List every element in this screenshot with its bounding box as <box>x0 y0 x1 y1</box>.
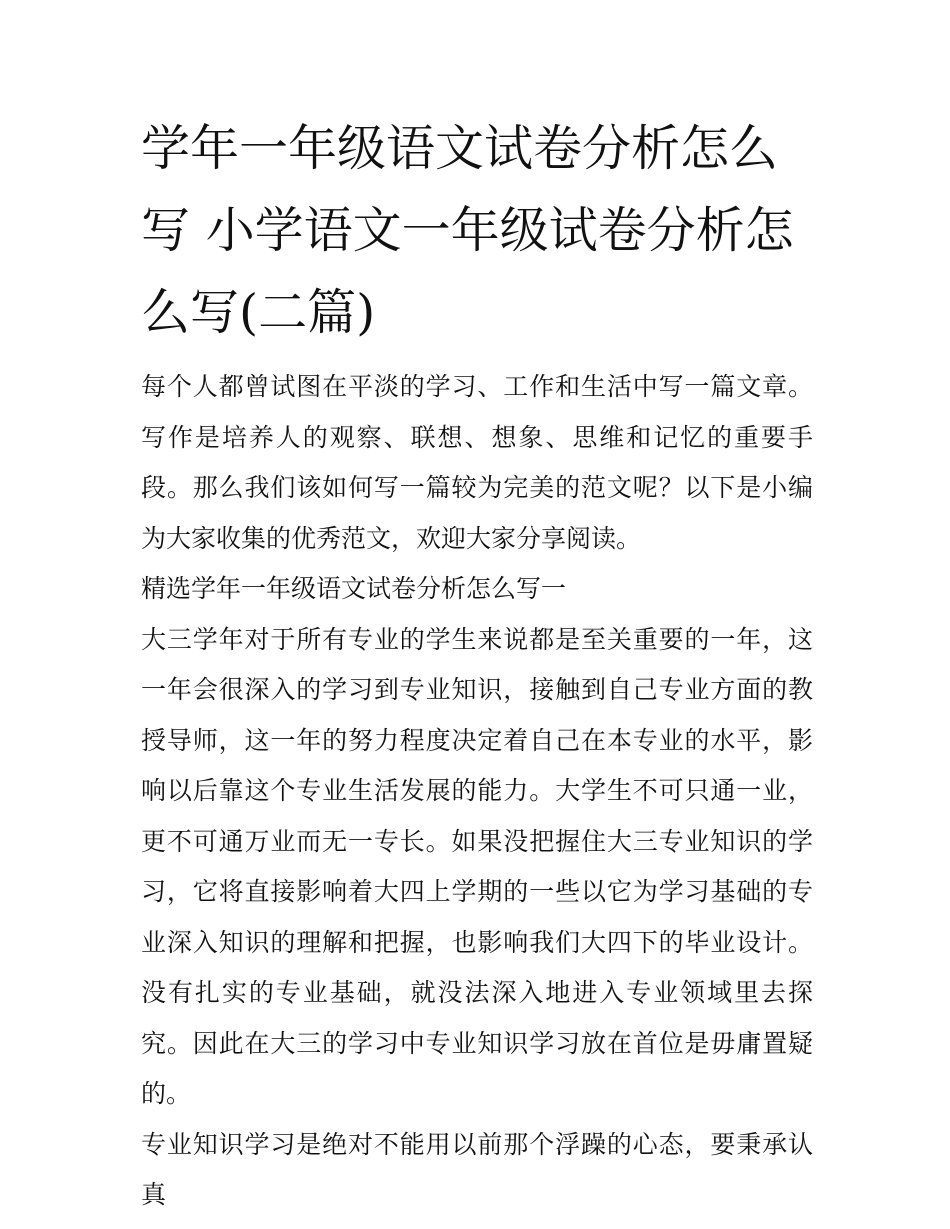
body-paragraph-2: 专业知识学习是绝对不能用以前那个浮躁的心态，要秉承认真 <box>141 1129 813 1209</box>
document-page <box>141 108 813 1221</box>
body-paragraph-1: 大三学年对于所有专业的学生来说都是至关重要的一年，这一年会很深入的学习到专业知识，接触到自己专业方面的教授导师，这一年的努力程度决定着自己在本专业的水平，影响以后靠这个专业生活发展的能力。大学生不可只通一业，更不可通万业而无一专长。如果没把握住大三专业知识的学习，它将直接影响着大四上学期的一些以它为学习基础的专业深入知识的理解和把握，也影响我们大四下的毕业设计。没有扎实的专业基础，就没法深入地进入专业领域里去探究。因此在大三的学习中专业知识学习放在首位是毋庸置疑的。 <box>141 624 813 1108</box>
intro-paragraph: 每个人都曾试图在平淡的学习、工作和生活中写一篇文章。写作是培养人的观察、联想、想象、思维和记忆的重要手段。那么我们该如何写一篇较为完美的范文呢？以下是小编为大家收集的优秀范文，欢迎大家分享阅读。 <box>141 372 813 553</box>
section-heading: 精选学年一年级语文试卷分析怎么写一 <box>141 574 567 603</box>
document-title: 学年一年级语文试卷分析怎么写 小学语文一年级试卷分析怎么写(二篇) <box>141 120 794 341</box>
